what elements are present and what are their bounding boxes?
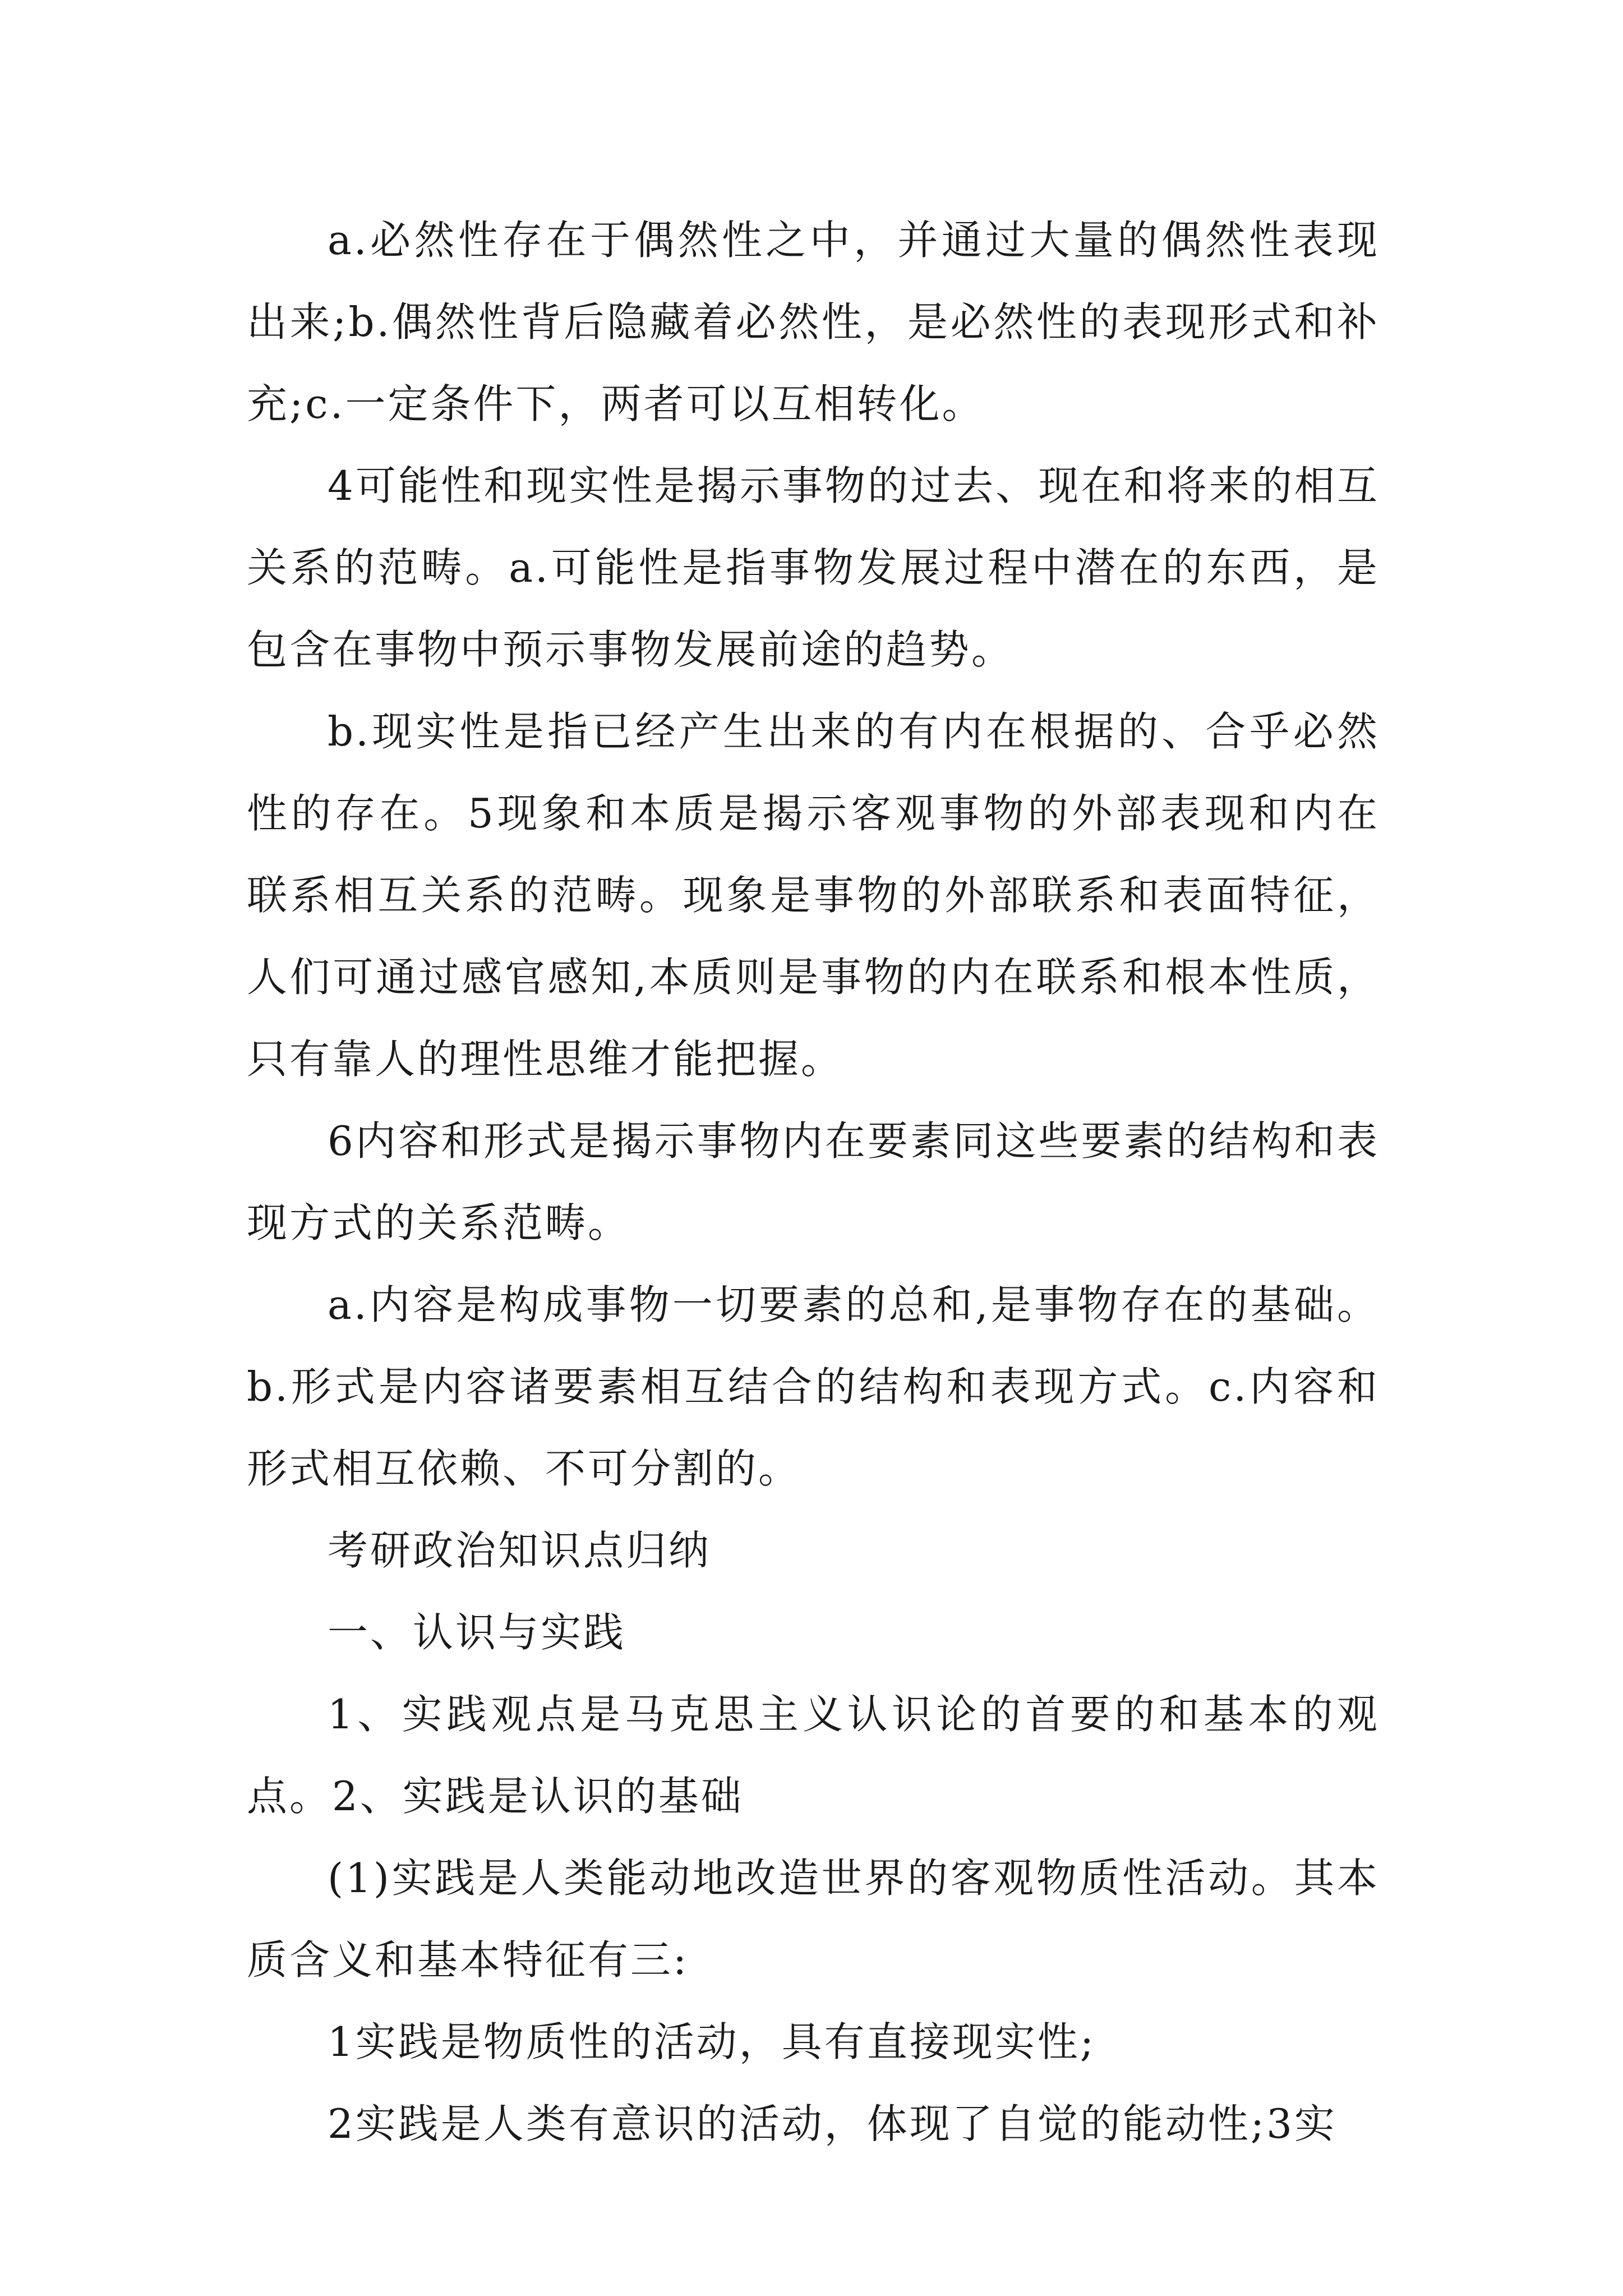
paragraph-2: 4可能性和现实性是揭示事物的过去、现在和将来的相互关系的范畴。a.可能性是指事物发展过程中潜在的东西，是包含在事物中预示事物发展前途的趋势。: [247, 462, 1380, 673]
paragraph-5: a.内容是构成事物一切要素的总和,是事物存在的基础。b.形式是内容诸要素相互结合的结构和表现方式。c.内容和形式相互依赖、不可分割的。: [247, 1281, 1380, 1492]
paragraph-1: a.必然性存在于偶然性之中，并通过大量的偶然性表现出来;b.偶然性背后隐藏着必然性，是必然性的表现形式和补充;c.一定条件下，两者可以互相转化。: [247, 217, 1380, 427]
document-body: [247, 199, 1380, 2165]
section-heading: 考研政治知识点归纳: [328, 1527, 712, 1574]
paragraph-3: b.现实性是指已经产生出来的有内在根据的、合乎必然性的存在。5现象和本质是揭示客观事物的外部表现和内在联系相互关系的范畴。现象是事物的外部联系和表面特征，人们可通过感官感知,本质则是事物的内在联系和根本性质，只有靠人的理性思维才能把握。: [247, 708, 1380, 1083]
paragraph-9: (1)实践是人类能动地改造世界的客观物质性活动。其本质含义和基本特征有三:: [247, 1855, 1380, 1984]
subsection-heading: 一、认识与实践: [328, 1609, 626, 1656]
paragraph-4: 6内容和形式是揭示事物内在要素同这些要素的结构和表现方式的关系范畴。: [247, 1117, 1380, 1246]
paragraph-10: 1实践是物质性的活动，具有直接现实性;: [328, 2018, 1096, 2065]
paragraph-11: 2实践是人类有意识的活动，体现了自觉的能动性;3实: [328, 2100, 1337, 2147]
paragraph-8: 1、实践观点是马克思主义认识论的首要的和基本的观点。2、实践是认识的基础: [247, 1691, 1380, 1820]
